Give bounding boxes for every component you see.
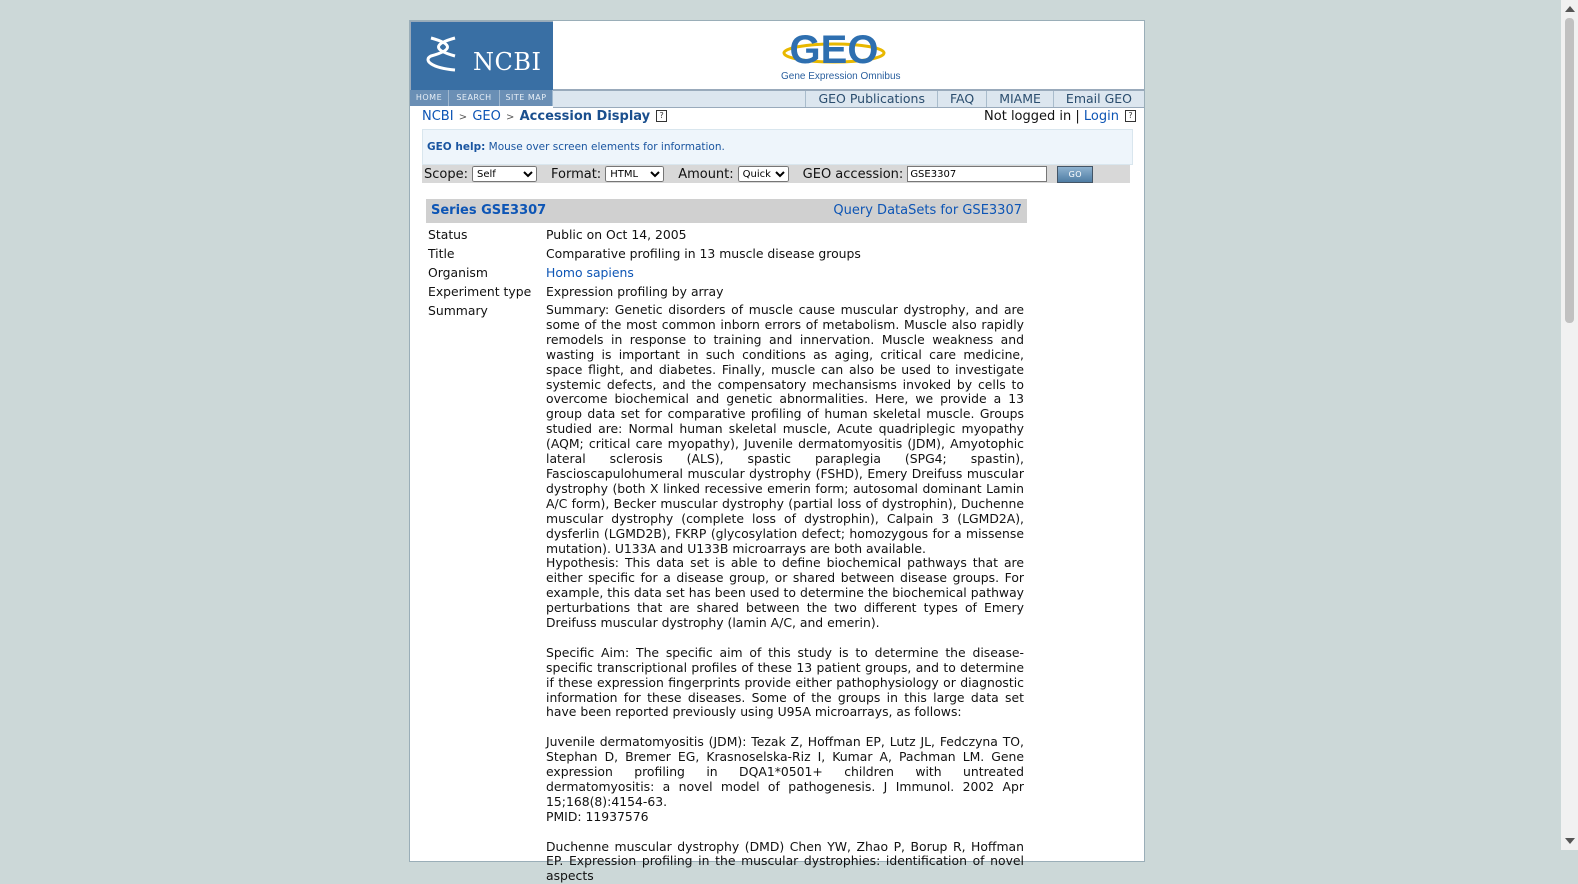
scroll-up-arrow-icon[interactable] [1565,6,1575,12]
scroll-thumb[interactable] [1565,18,1574,323]
vertical-scrollbar[interactable] [1561,0,1578,850]
query-form [422,165,1130,183]
geo-tagline: Gene Expression Omnibus [781,71,901,82]
ncbi-nav [410,90,553,106]
jdm-reference: Juvenile dermatomyositis (JDM): Tezak Z, Hoffman EP, Lutz JL, Fedczyna TO, Stephan D, Bremer EG, Krasnoselska-Riz I, Kumar A, Pachman LM. Gene expression profiling in DQA1*0501+ children with untreated dermatomyositis: a novel model of pathogenesis. J Immunol. 2002 Apr 15;168(8):4154-63. [546,734,1024,809]
site-header [410,21,1144,109]
login-separator: | [1075,109,1080,124]
hypothesis-paragraph: Hypothesis: This data set is able to define biochemical pathways that are either specific for a disease group, or shared between disease groups. For example, this data set has been used to determine the biochemical pathway perturbations that are shared between the two different types of Emery Dreifuss muscular dystrophy (lamin A/C, and emerin). [546,555,1024,631]
go-button[interactable]: GO [1057,166,1093,183]
help-bar [422,129,1133,165]
title-row [428,244,1026,263]
login-link[interactable]: Login [1083,109,1119,124]
nav-home[interactable]: HOME [410,90,449,106]
format-select[interactable] [605,166,664,182]
title-value: Comparative profiling in 13 muscle disease groups [546,246,861,261]
scope-select[interactable] [472,166,537,182]
breadcrumb-geo[interactable]: GEO [472,109,501,124]
login-area [984,109,1136,124]
experiment-row [428,282,1026,301]
organism-row [428,263,1026,282]
geo-logo-text: GEO [789,28,879,72]
nav-faq[interactable]: FAQ [937,91,986,107]
summary-row [428,301,1026,884]
help-bar-text: Mouse over screen elements for information. [485,141,725,153]
geo-nav [553,90,1144,108]
page-container [409,20,1145,884]
breadcrumb [422,109,667,124]
nav-geo-publications[interactable]: GEO Publications [805,91,937,107]
status-label: Status [428,227,468,242]
breadcrumb-ncbi[interactable]: NCBI [422,109,454,124]
dmd-reference: Duchenne muscular dystrophy (DMD) Chen YW, Zhao P, Borup R, Hoffman EP. Expression profiling in the muscular dystrophies: identification of novel aspects [546,838,1024,884]
status-value: Public on Oct 14, 2005 [546,227,687,242]
summary-label: Summary [428,303,488,318]
title-label: Title [428,246,455,261]
jdm-pmid: PMID: 11937576 [546,808,649,824]
experiment-value: Expression profiling by array [546,284,724,299]
breadcrumb-current: Accession Display [519,109,651,124]
help-bar-title: GEO help: [427,141,486,153]
format-label: Format: [550,166,602,182]
nav-email-geo[interactable]: Email GEO [1053,91,1144,107]
organism-link[interactable]: Homo sapiens [546,265,634,280]
experiment-label: Experiment type [428,284,532,299]
amount-select[interactable] [738,166,789,182]
chevron-right-icon: > [455,112,471,123]
geo-banner [553,21,1144,90]
geo-logo[interactable] [779,27,889,73]
amount-label: Amount: [678,166,734,182]
chevron-right-icon: > [502,112,518,123]
summary-paragraph: Summary: Genetic disorders of muscle cause muscular dystrophy, and are some of the most common inborn errors of metabolism. Muscle also rapidly remodels in response to training and innervation. Muscle weakness and wasting is important in such conditions as aging, critical care medicine, space flight, and diabetes. Finally, muscle can also be used to investigate systemic defects, and the compensatory mechansisms invoked by cells to overcome biochemical and genetic abnormalities. Here, we provide a 13 group data set for comparative profiling of human skeletal muscle. Groups studied are: Normal human skeletal muscle, Acute quadriplegic myopathy (AQM; critical care myopathy), Juvenile dermatomyositis (JDM), Amyotophic lateral sclerosis (ALS), spastic paraplegia (SPG4; spastin), Fascioscapulohumeral muscular dystrophy (FSHD), Emery Dreifuss muscular dystrophy (both X linked recessive emerin form; autosomal dominant Lamin A/C form), Becker muscular dystrophy (partial loss of dystrophin), Duchenne muscular dystrophy (complete loss of dystrophin), Calpain 3 (LGMD2A), dysferlin (LGMD2B), FKRP (glycosylation defect; homozygous for a missense mutation). U133A and U133B microarrays are both available. [546,302,1024,556]
summary-text [546,301,1024,884]
nav-site-map[interactable]: SITE MAP [500,90,553,106]
help-icon[interactable]: ? [656,110,667,122]
specific-aim-paragraph: Specific Aim: The specific aim of this study is to determine the disease-specific transcriptional profiles of these 13 patient groups, and to determine if these expression fingerprints provide either pathophysiology or diagnostic information for these diseases. Some of the groups in this large data set have been reported previously using U95A microarrays, as follows: [546,644,1024,720]
series-title: Series GSE3307 [431,203,547,218]
dna-helix-icon [425,34,461,74]
query-datasets-link[interactable]: Query DataSets for GSE3307 [833,203,1022,218]
series-details [428,225,1026,884]
accession-label: GEO accession: [802,166,904,182]
scroll-down-arrow-icon[interactable] [1565,838,1575,844]
ncbi-logo[interactable] [410,21,554,91]
login-status: Not logged in [984,109,1072,124]
nav-miame[interactable]: MIAME [986,91,1053,107]
scope-label: Scope: [424,166,468,182]
help-icon[interactable]: ? [1125,110,1136,122]
status-row [428,225,1026,244]
organism-label: Organism [428,265,488,280]
series-header [426,199,1027,223]
accession-input[interactable] [907,166,1047,182]
ncbi-logo-text: NCBI [473,48,542,76]
nav-search[interactable]: SEARCH [449,90,500,106]
